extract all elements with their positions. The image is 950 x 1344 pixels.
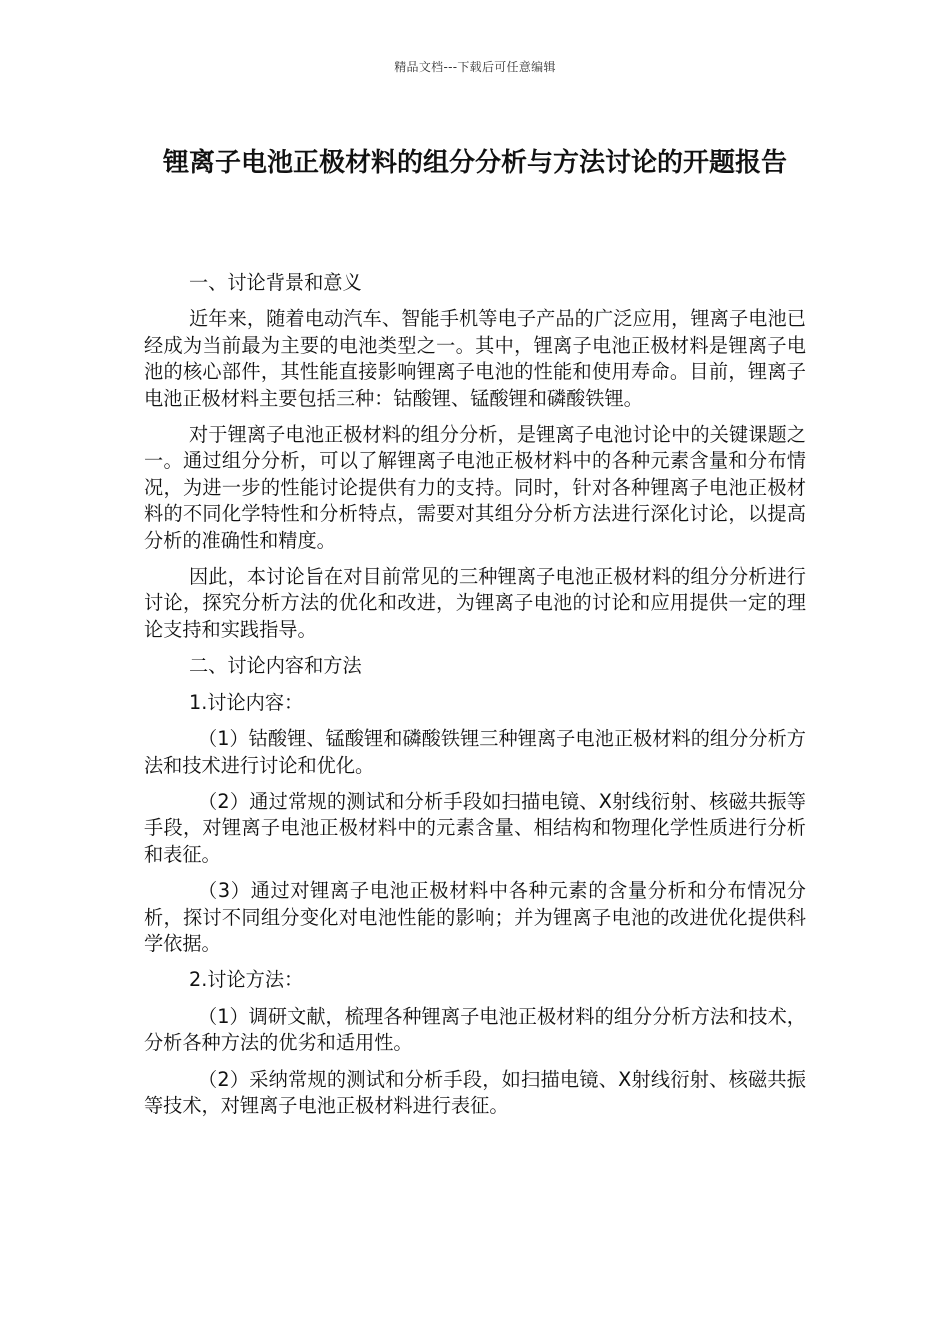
- content-item-2: （2）通过常规的测试和分析手段如扫描电镜、X射线衍射、核磁共振等手段，对锂离子电池正极材料中的元素含量、相结构和物理化学性质进行分析和表征。: [144, 789, 806, 866]
- section-2-heading: 二、讨论内容和方法: [189, 654, 362, 678]
- document-body: [144, 270, 806, 1129]
- header-note: 精品文档---下载后可任意编辑: [394, 60, 556, 74]
- subsection-content-heading: 1.讨论内容：: [189, 690, 304, 714]
- section-1-heading: 一、讨论背景和意义: [189, 271, 362, 294]
- section-1-paragraph-1: 近年来，随着电动汽车、智能手机等电子产品的广泛应用，锂离子电池已经成为当前最为主要的电池类型之一。其中，锂离子电池正极材料是锂离子电池的核心部件，其性能直接影响锂离子电池的性能和使用寿命。目前，锂离子电池正极材料主要包括三种：钴酸锂、锰酸锂和磷酸铁锂。: [144, 307, 806, 410]
- method-item-1: （1）调研文献，梳理各种锂离子电池正极材料的组分分析方法和技术，分析各种方法的优劣和适用性。: [144, 1004, 806, 1055]
- section-1-paragraph-3: 因此，本讨论旨在对目前常见的三种锂离子电池正极材料的组分分析进行讨论，探究分析方法的优化和改进，为锂离子电池的讨论和应用提供一定的理论支持和实践指导。: [144, 565, 806, 641]
- method-item-2: （2）采纳常规的测试和分析手段，如扫描电镜、X射线衍射、核磁共振等技术，对锂离子电池正极材料进行表征。: [144, 1067, 806, 1117]
- content-item-1: （1）钴酸锂、锰酸锂和磷酸铁锂三种锂离子电池正极材料的组分分析方法和技术进行讨论和优化。: [144, 727, 806, 777]
- document-title: 锂离子电池正极材料的组分分析与方法讨论的开题报告: [162, 148, 787, 178]
- subsection-method-heading: 2.讨论方法：: [189, 968, 304, 992]
- content-item-3: （3）通过对锂离子电池正极材料中各种元素的含量分析和分布情况分析，探讨不同组分变化对电池性能的影响；并为锂离子电池的改进优化提供科学依据。: [144, 879, 806, 955]
- section-1-paragraph-2: 对于锂离子电池正极材料的组分分析，是锂离子电池讨论中的关键课题之一。通过组分分析，可以了解锂离子电池正极材料中的各种元素含量和分布情况，为进一步的性能讨论提供有力的支持。同时，针对各种锂离子电池正极材料的不同化学特性和分析特点，需要对其组分分析方法进行深化讨论，以提高分析的准确性和精度。: [144, 423, 806, 552]
